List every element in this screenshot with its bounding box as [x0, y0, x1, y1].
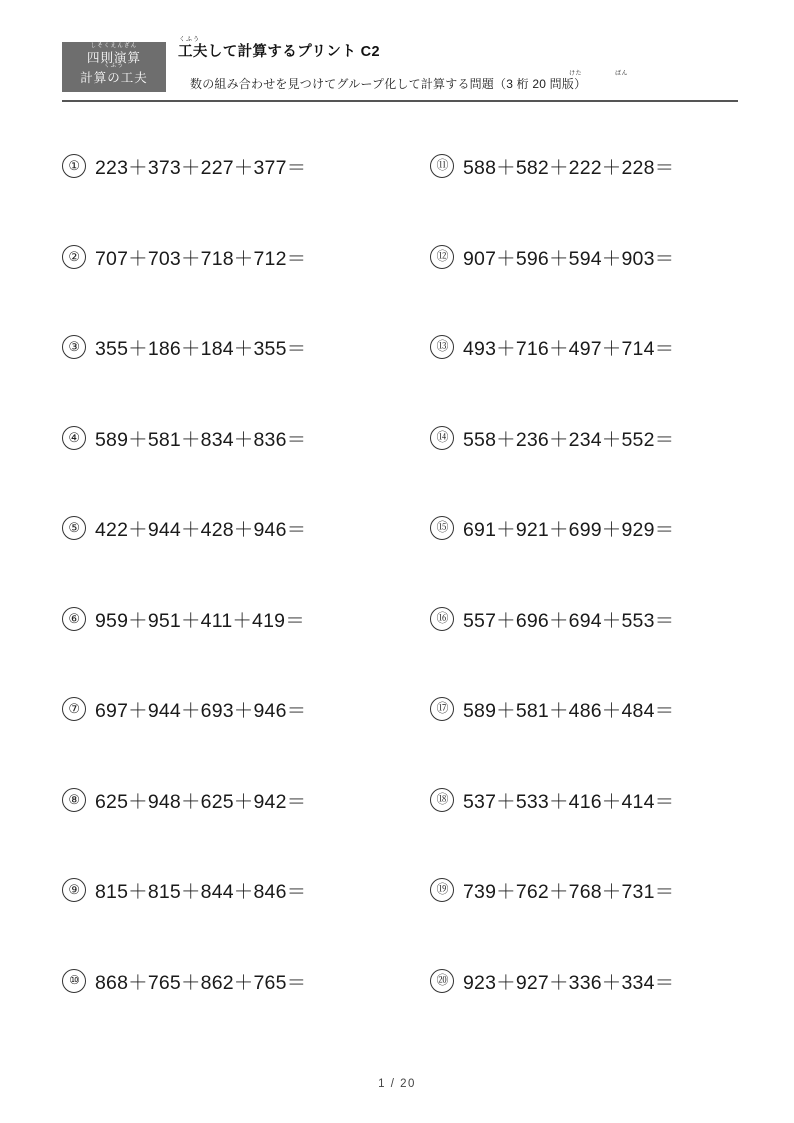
page-subtitle-ruby-keta: けた — [569, 71, 583, 78]
badge-line-2 — [80, 63, 148, 85]
page-title — [178, 37, 738, 61]
problem-expression[interactable]: 422＋944＋428＋946＝ — [95, 519, 307, 541]
problem-item — [430, 231, 760, 322]
problem-expression[interactable]: 815＋815＋844＋846＝ — [95, 881, 307, 903]
problem-expression[interactable]: 589＋581＋486＋484＝ — [463, 700, 675, 722]
page-subtitle-text: 数の組み合わせを見つけてグループ化して計算する問題（3 桁 20 問版） — [190, 77, 587, 92]
problem-number: ⑱ — [430, 788, 454, 812]
problem-number: ③ — [62, 335, 86, 359]
problem-number: ① — [62, 154, 86, 178]
problem-number: ⑦ — [62, 697, 86, 721]
problem-expression[interactable]: 907＋596＋594＋903＝ — [463, 247, 675, 270]
problem-number: ⑨ — [62, 878, 86, 902]
badge-line-2-text: 計算の工夫 — [80, 71, 148, 85]
problem-expression[interactable]: 588＋582＋222＋228＝ — [463, 157, 675, 179]
problem-column-left — [62, 140, 392, 1045]
problem-item — [62, 502, 392, 593]
problem-number: ⑫ — [430, 245, 454, 269]
page-subtitle-ruby-ban: ばん — [615, 71, 629, 78]
problem-number: ⑳ — [430, 969, 454, 993]
page-footer — [0, 1078, 794, 1090]
problem-number: ⑩ — [62, 969, 86, 993]
problem-item — [430, 774, 760, 865]
problem-item — [430, 412, 760, 503]
problem-number: ⑯ — [430, 607, 454, 631]
problem-number: ⑥ — [62, 607, 86, 631]
problem-expression[interactable]: 355＋186＋184＋355＝ — [95, 338, 307, 360]
problem-number: ⑰ — [430, 697, 454, 721]
page-subtitle — [190, 71, 738, 92]
badge-line-2-ruby: くふう — [103, 63, 125, 69]
problem-number: ⑭ — [430, 426, 454, 450]
problem-item — [62, 140, 392, 231]
problem-item — [430, 140, 760, 231]
problem-number: ⑤ — [62, 516, 86, 540]
problem-expression[interactable]: 557＋696＋694＋553＝ — [463, 609, 675, 632]
page-title-ruby: くふう — [179, 37, 201, 43]
problem-item — [62, 321, 392, 412]
problem-number: ⑪ — [430, 154, 454, 178]
problem-number: ④ — [62, 426, 86, 450]
problem-item — [430, 502, 760, 593]
problem-expression[interactable]: 625＋948＋625＋942＝ — [95, 790, 307, 813]
badge-line-1-ruby: しそくえんざん — [90, 42, 138, 49]
problem-column-right — [430, 140, 760, 1045]
problem-expression[interactable]: 959＋951＋411＋419＝ — [95, 609, 305, 632]
problem-expression[interactable]: 691＋921＋699＋929＝ — [463, 519, 675, 541]
problem-item — [62, 955, 392, 1046]
problem-expression[interactable]: 558＋236＋234＋552＝ — [463, 428, 675, 451]
problem-item — [62, 683, 392, 774]
header-divider — [62, 100, 738, 102]
problem-item — [62, 593, 392, 684]
problem-expression[interactable]: 739＋762＋768＋731＝ — [463, 881, 675, 903]
category-badge — [62, 42, 166, 92]
problem-item — [430, 683, 760, 774]
problem-item — [62, 774, 392, 865]
problem-item — [62, 412, 392, 503]
badge-line-1-text: 四則演算 — [86, 50, 141, 65]
problem-item — [62, 864, 392, 955]
problem-expression[interactable]: 537＋533＋416＋414＝ — [463, 790, 675, 813]
problem-number: ⑲ — [430, 878, 454, 902]
problem-number: ⑧ — [62, 788, 86, 812]
problem-expression[interactable]: 868＋765＋862＋765＝ — [95, 971, 307, 994]
header-text-block — [178, 37, 738, 92]
problem-expression[interactable]: 223＋373＋227＋377＝ — [95, 157, 307, 179]
problem-number: ⑮ — [430, 516, 454, 540]
problem-item — [430, 321, 760, 412]
problem-item — [430, 593, 760, 684]
page-number: 1 / 20 — [378, 1078, 416, 1090]
page-title-text: 工夫して計算するプリント C2 — [178, 44, 380, 60]
problem-expression[interactable]: 707＋703＋718＋712＝ — [95, 247, 307, 270]
problem-item — [430, 955, 760, 1046]
problem-number: ⑬ — [430, 335, 454, 359]
problem-item — [62, 231, 392, 322]
problem-item — [430, 864, 760, 955]
problem-expression[interactable]: 923＋927＋336＋334＝ — [463, 971, 675, 994]
problem-expression[interactable]: 589＋581＋834＋836＝ — [95, 428, 307, 451]
problem-expression[interactable]: 493＋716＋497＋714＝ — [463, 338, 675, 360]
problem-number: ② — [62, 245, 86, 269]
problem-expression[interactable]: 697＋944＋693＋946＝ — [95, 700, 307, 722]
page-header — [62, 37, 738, 104]
